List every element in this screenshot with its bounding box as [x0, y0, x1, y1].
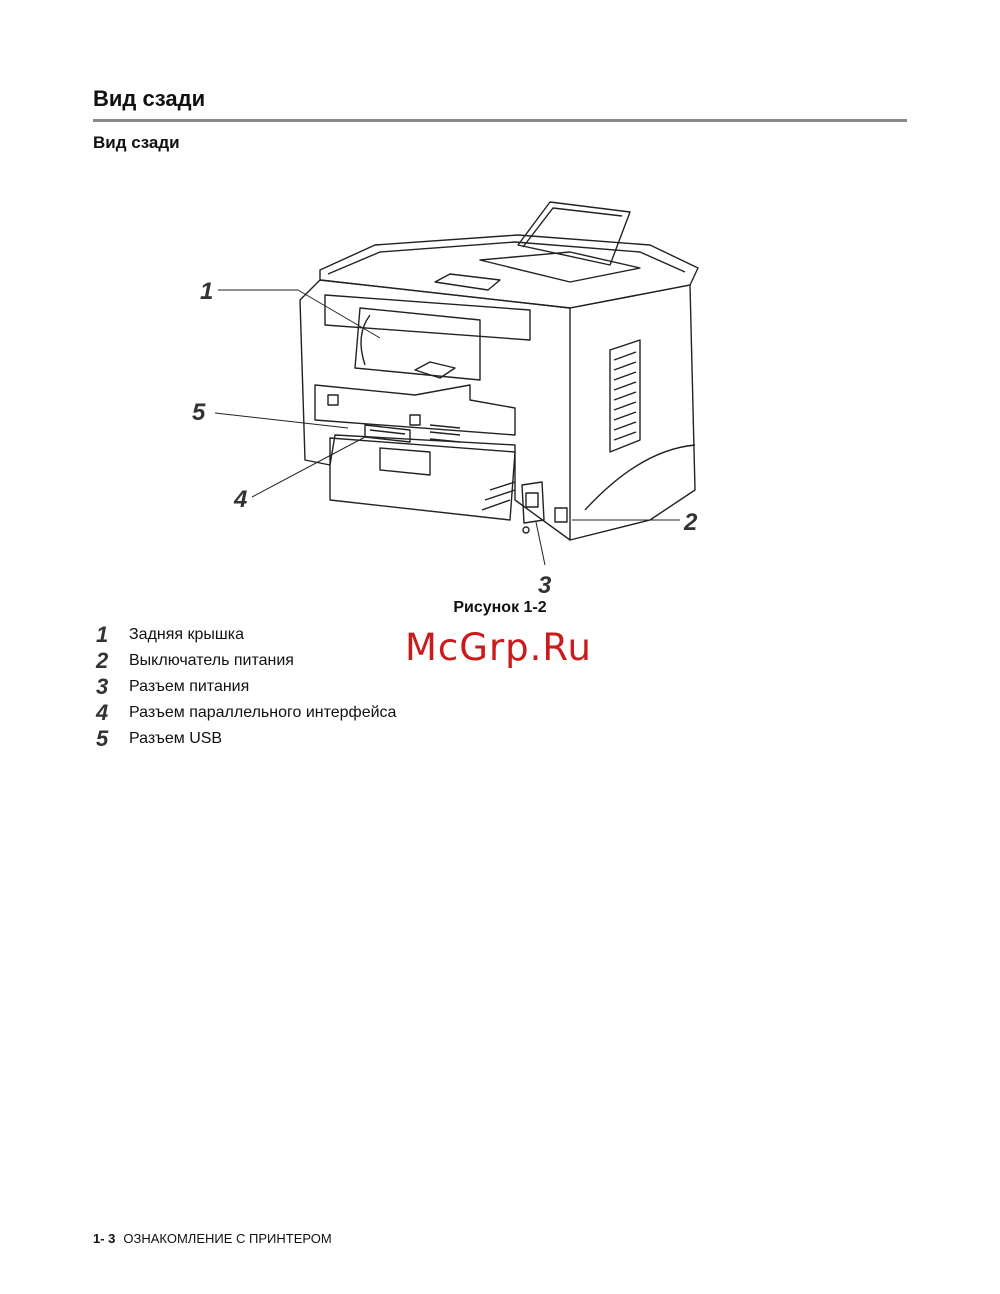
legend-item: [96, 648, 396, 674]
page-footer: [93, 1231, 332, 1246]
legend-number: 3: [96, 674, 109, 699]
legend-label: Разъем параллельного интерфейса: [129, 704, 397, 721]
title-divider: [93, 119, 907, 122]
callout-1: 1: [200, 278, 214, 305]
legend-item: [96, 700, 396, 726]
legend-label: Разъем питания: [129, 678, 250, 695]
legend-number: 4: [96, 700, 109, 725]
legend-list: [96, 622, 396, 752]
legend-label: Задняя крышка: [129, 626, 244, 643]
figure-caption: Рисунок 1-2: [453, 599, 547, 616]
footer-section: ОЗНАКОМЛЕНИЕ С ПРИНТЕРОМ: [123, 1231, 332, 1246]
watermark: McGrp.Ru: [405, 626, 592, 669]
page-number: 1- 3: [93, 1231, 116, 1246]
legend-label: Разъем USB: [129, 730, 223, 747]
section-title: Вид сзади: [93, 133, 180, 152]
callout-3: 3: [538, 572, 552, 599]
legend-number: 1: [96, 622, 109, 647]
legend-number: 2: [96, 648, 109, 673]
legend-item: [96, 674, 396, 700]
legend-item: [96, 622, 396, 648]
legend-label: Выключатель питания: [129, 652, 294, 669]
legend-number: 5: [96, 726, 109, 751]
callout-5: 5: [192, 399, 206, 426]
page-title: Вид сзади: [93, 86, 206, 111]
printer-rear-illustration: [170, 190, 730, 600]
legend-item: [96, 726, 396, 752]
callout-2: 2: [684, 509, 698, 536]
callout-4: 4: [234, 486, 248, 513]
